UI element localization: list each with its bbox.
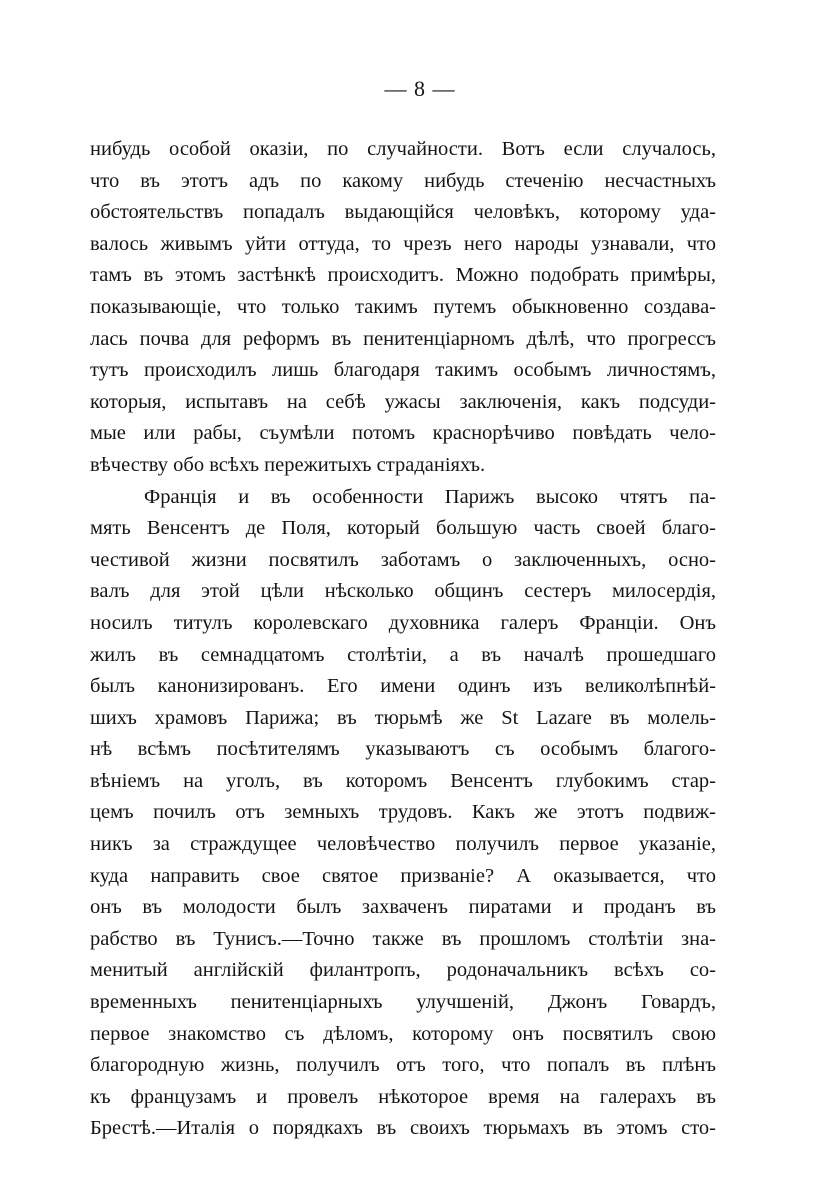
text-line: которыя, испытавъ на себѣ ужасы заключенія, какъ подсуди-: [90, 390, 716, 413]
text-line: рабство въ Тунисъ.—Точно также въ прошломъ столѣтіи зна-: [90, 927, 716, 950]
text-line: обстоятельствъ попадалъ выдающійся человѣкъ, которому уда-: [90, 201, 716, 224]
page-number: — 8 —: [384, 76, 456, 101]
text-line: первое знакомство съ дѣломъ, которому онъ посвятилъ свою: [90, 1022, 716, 1045]
body-text: [90, 134, 716, 1145]
text-line: лась почва для реформъ въ пенитенціарномъ дѣлѣ, что прогрессъ: [90, 327, 716, 350]
text-line: показывающіе, что только такимъ путемъ обыкновенно создава-: [90, 295, 716, 318]
text-line: вѣніемъ на уголъ, въ которомъ Венсентъ глубокимъ стар-: [90, 769, 716, 792]
text-line: временныхъ пенитенціарныхъ улучшеній, Джонъ Говардъ,: [90, 991, 716, 1014]
text-line: вѣчеству обо всѣхъ пережитыхъ страданіяхъ.: [90, 453, 486, 476]
text-line: куда направить свое святое призваніе? А оказывается, что: [90, 864, 716, 887]
text-line: никъ за страждущее человѣчество получилъ первое указаніе,: [90, 833, 716, 856]
text-line: шихъ храмовъ Парижа; въ тюрьмѣ же St Lazare въ молель-: [90, 706, 716, 729]
text-line: мые или рабы, съумѣли потомъ краснорѣчиво повѣдать чело-: [90, 422, 716, 445]
text-line: благородную жизнь, получилъ отъ того, что попалъ въ плѣнъ: [90, 1054, 716, 1077]
text-line: валъ для этой цѣли нѣсколько общинъ сестеръ милосердія,: [90, 580, 716, 603]
text-line: онъ въ молодости былъ захваченъ пиратами и проданъ въ: [90, 896, 716, 919]
text-line: что въ этотъ адъ по какому нибудь стеченію несчастныхъ: [90, 169, 716, 192]
text-line: тамъ въ этомъ застѣнкѣ происходитъ. Можно подобрать примѣры,: [90, 264, 716, 287]
text-line: менитый англійскій филантропъ, родоначальникъ всѣхъ со-: [90, 959, 716, 982]
text-line: валось живымъ уйти оттуда, то чрезъ него народы узнавали, что: [90, 232, 716, 255]
text-line: честивой жизни посвятилъ заботамъ о заключенныхъ, осно-: [90, 548, 716, 571]
text-line: нѣ всѣмъ посѣтителямъ указываютъ съ особымъ благого-: [90, 738, 716, 761]
text-line: мять Венсентъ де Поля, который большую часть своей благо-: [90, 517, 716, 540]
text-line: тутъ происходилъ лишь благодаря такимъ особымъ личностямъ,: [90, 359, 716, 382]
text-line: жилъ въ семнадцатомъ столѣтіи, а въ началѣ прошедшаго: [90, 643, 716, 666]
text-line: цемъ почилъ отъ земныхъ трудовъ. Какъ же этотъ подвиж-: [90, 801, 716, 824]
text-line: къ французамъ и провелъ нѣкоторое время на галерахъ въ: [90, 1085, 716, 1108]
text-line: нибудь особой оказіи, по случайности. Вотъ если случалось,: [90, 138, 716, 160]
text-line: Брестѣ.—Италія о порядкахъ въ своихъ тюрьмахъ въ этомъ сто-: [90, 1117, 716, 1140]
text-line: носилъ титулъ королевскаго духовника галеръ Франціи. Онъ: [90, 611, 716, 634]
text-line: былъ канонизированъ. Его имени одинъ изъ великолѣпнѣй-: [90, 675, 716, 698]
text-line: Франція и въ особенности Парижъ высоко чтятъ па-: [144, 485, 716, 508]
